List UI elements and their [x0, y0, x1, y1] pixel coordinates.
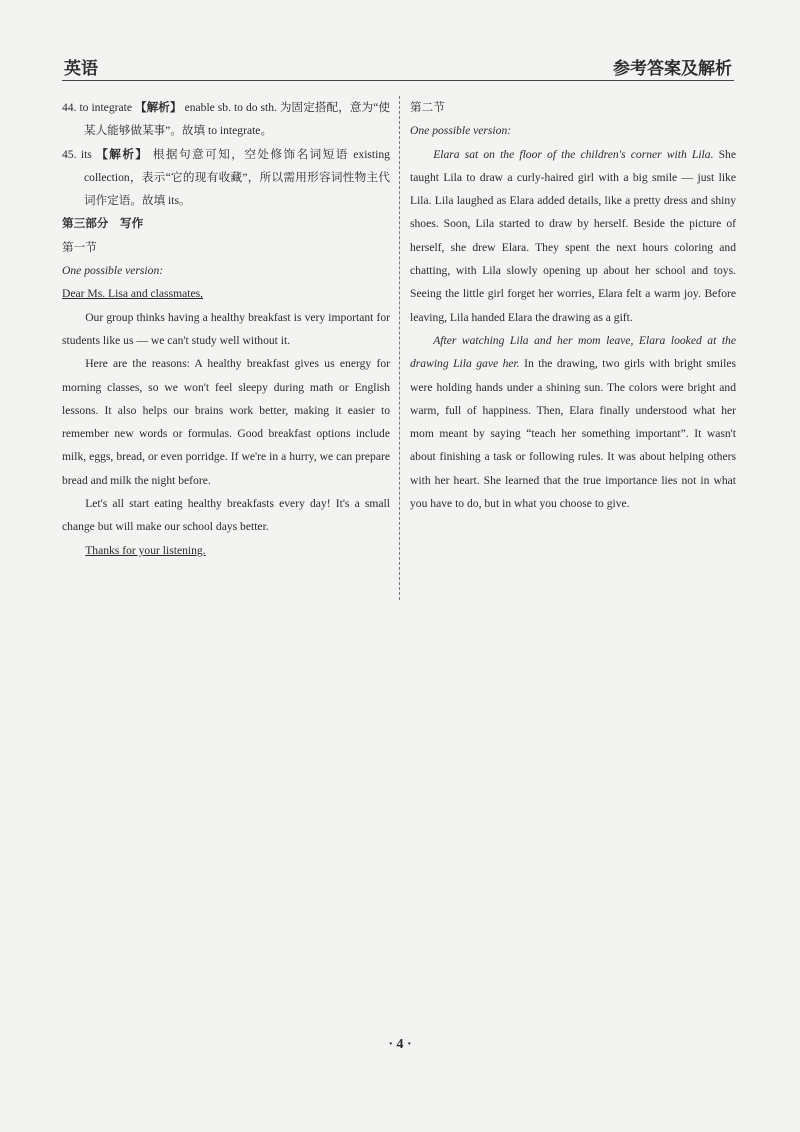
letter-paragraph-3: Let's all start eating healthy breakfasts every day! It's a small change but will make our school days better. [62, 497, 390, 534]
right-column [410, 96, 736, 515]
left-column [62, 96, 390, 562]
page-header [62, 50, 734, 81]
part3-heading: 第三部分 写作 [62, 217, 144, 231]
answer-45-explanation: 根据句意可知，空处修饰名词短语 existing collection，表示“它的现有收藏”，所以需用形容词性物主代词作定语。故填 its。 [84, 147, 390, 208]
possible-version-label-2: One possible version: [410, 124, 512, 138]
subject-title: 英语 [64, 59, 98, 78]
story-paragraph-2 [410, 329, 736, 515]
answer-item-45 [62, 143, 390, 213]
letter-paragraph-1: Our group thinks having a healthy breakfast is very important for students like us — we can't study well without it. [62, 310, 390, 347]
letter-paragraph-2: Here are the reasons: A healthy breakfast gives us energy for morning classes, so we won't feel sleepy during math or English lessons. It also helps our brains work better, making it easier to remember new words or formulas. Good breakfast options include milk, eggs, bread, or even porridge. If we're in a hurry, we can prepare bread and milk the night before. [62, 357, 390, 487]
letter-closing: Thanks for your listening. [85, 543, 206, 557]
section1-heading: 第一节 [62, 240, 97, 254]
story-paragraph-1-lead: Elara sat on the floor of the children's corner with Lila. [433, 147, 714, 161]
answer-45-tag: 【解析】 [96, 147, 149, 161]
answer-44-explanation: enable sb. to do sth. 为固定搭配，意为“使某人能够做某事”。故填 to integrate。 [84, 101, 390, 138]
answer-item-44 [62, 96, 390, 143]
answer-45-key: 45. its [62, 147, 92, 161]
column-divider [399, 96, 400, 600]
section-title: 参考答案及解析 [613, 59, 732, 78]
possible-version-label: One possible version: [62, 264, 164, 278]
section2-heading: 第二节 [410, 101, 445, 114]
story-paragraph-1 [410, 143, 736, 329]
story-paragraph-2-body: In the drawing, two girls with bright smiles were holding hands under a shining sun. The colors were bright and warm, full of happiness. Then, Elara finally understood what her mom meant by saying “teach her something important”. It wasn't about finishing a task or following rules. It was about helping others with her heart. She learned that the true importance lies not in what you have to do, but in what you choose to give. [410, 357, 736, 511]
letter-salutation: Dear Ms. Lisa and classmates, [62, 287, 204, 301]
answer-44-key: 44. to integrate [62, 101, 132, 114]
page-number: · 4 · [388, 1037, 412, 1052]
answer-44-tag: 【解析】 [134, 101, 182, 114]
story-paragraph-2-lead: After watching Lila and her mom leave, Elara looked at the drawing Lila gave her. [410, 333, 736, 371]
story-paragraph-1-body: She taught Lila to draw a curly-haired girl with a big smile — just like Lila. Lila laughed as Elara added details, like a pretty dress and shiny shoes. Soon, Lila started to draw by herself. Beside the picture of herself, she drew Elara. They spent the next hours coloring and chatting, with Lila slowly opening up about her school and toys. Seeing the little girl forget her worries, Elara felt a warm joy. Before leaving, Lila handed Elara the drawing as a gift. [410, 147, 736, 324]
